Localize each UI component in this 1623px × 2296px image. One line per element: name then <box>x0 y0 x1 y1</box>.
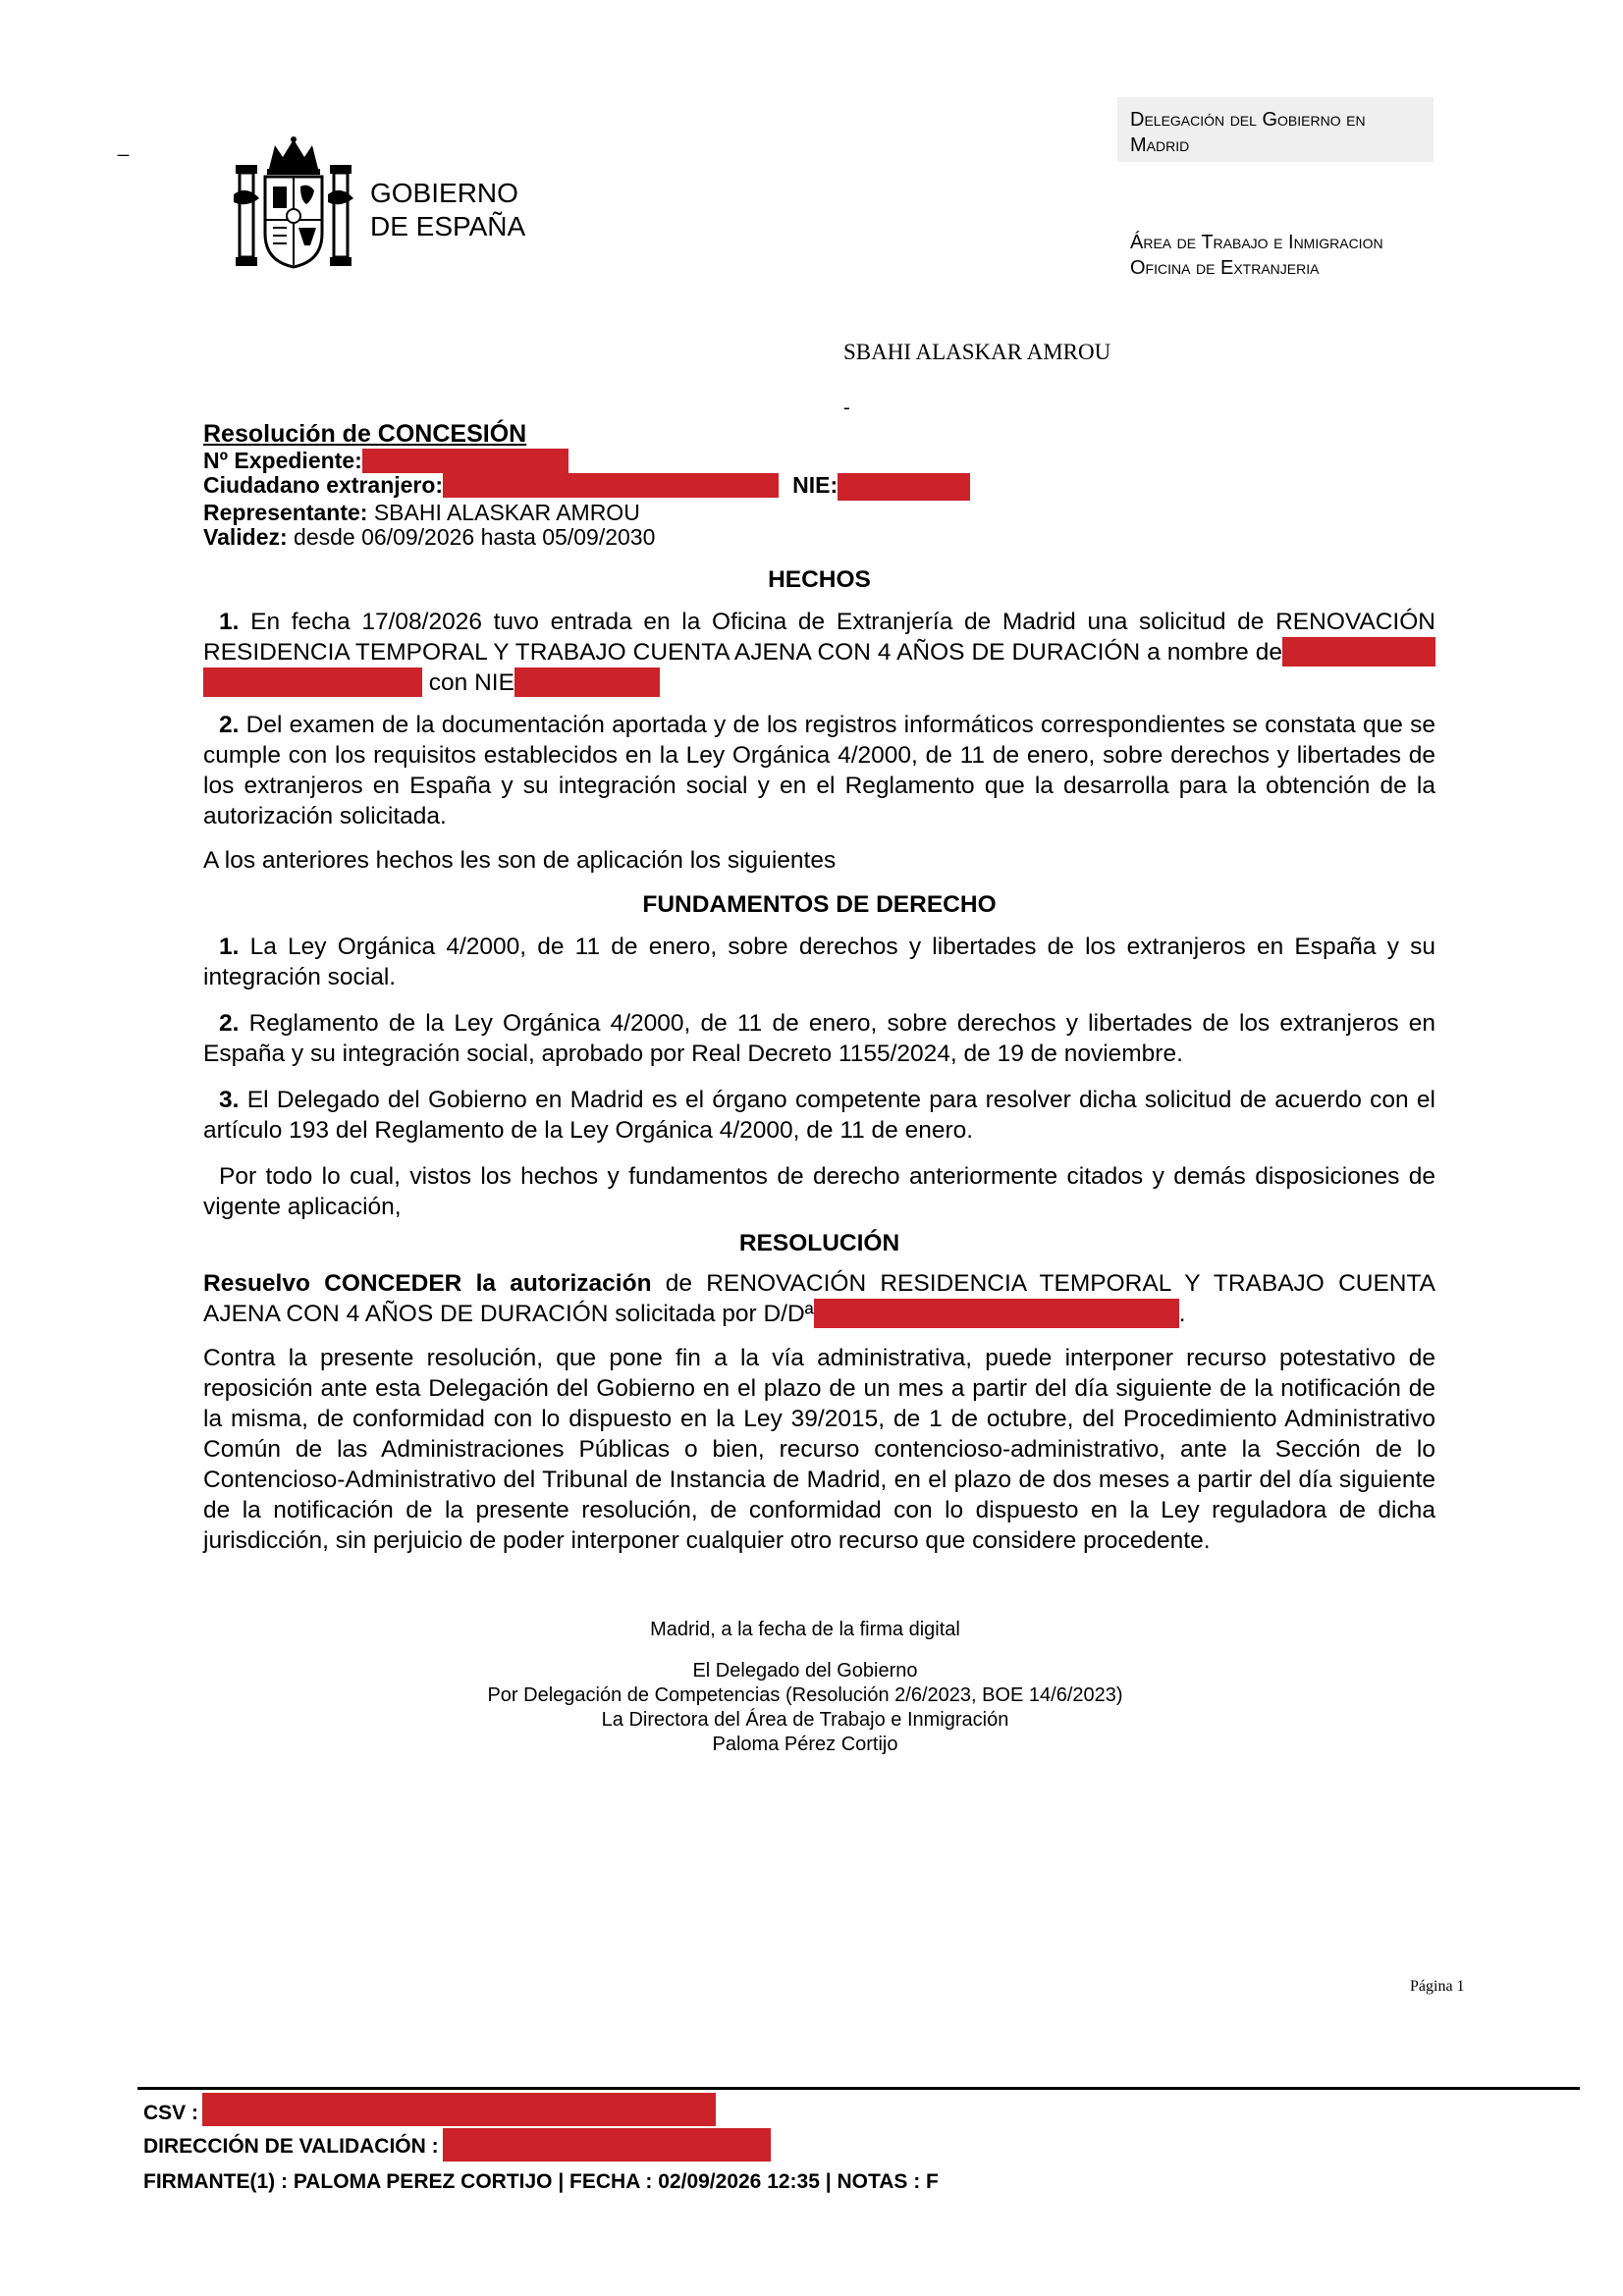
representante-row <box>203 501 970 525</box>
org-name-line1: GOBIERNO <box>370 178 518 208</box>
resolution-title: Resolución de CONCESIÓN <box>203 420 527 448</box>
page-number: Página 1 <box>1410 1978 1465 1995</box>
delegation-line2: Madrid <box>1130 134 1190 156</box>
redacted-nie <box>838 473 970 501</box>
signature-line2: Por Delegación de Competencias (Resolución 2/6/2023, BOE 14/6/2023) <box>487 1684 1123 1706</box>
resolucion-decision-bold: Resuelvo CONCEDER la autorización <box>203 1270 652 1297</box>
firmante-row: FIRMANTE(1) : PALOMA PEREZ CORTIJO | FECHA : 02/09/2026 12:35 | NOTAS : F <box>143 2170 939 2193</box>
csv-label: CSV : <box>143 2102 199 2124</box>
redacted-applicant-nie <box>514 667 660 697</box>
recipient-dash: - <box>843 397 850 418</box>
area-line2: Oficina de Extranjeria <box>1130 257 1320 279</box>
validacion-label: DIRECCIÓN DE VALIDACIÓN : <box>143 2135 439 2158</box>
area-line1: Área de Trabajo e Inmigracion <box>1130 232 1383 253</box>
validez-label: Validez: <box>203 524 288 550</box>
validacion-row <box>143 2132 771 2162</box>
recipient-name: SBAHI ALASKAR AMROU <box>843 340 1111 364</box>
validez-value: desde 06/09/2026 hasta 05/09/2030 <box>287 524 656 550</box>
hechos-item-1-nie: con NIE <box>422 669 514 696</box>
hechos-item-1-text: En fecha 17/08/2026 tuvo entrada en la Oficina de Extranjería de Madrid una solicitud de RENOVACIÓN RESIDENCIA TEMPORAL Y TRABAJO CUENTA AJENA CON 4 AÑOS DE DURACIÓN a nombre de <box>203 609 1435 666</box>
ciudadano-label: Ciudadano extranjero: <box>203 472 444 498</box>
hechos-item-2-number: 2. <box>219 712 240 738</box>
document-body <box>203 564 1435 1556</box>
footer-rule <box>137 2087 1580 2090</box>
org-name-line2: DE ESPAÑA <box>370 211 526 241</box>
fundamento-1-number: 1. <box>219 934 240 960</box>
signature-block <box>412 1659 1198 1757</box>
fundamento-1-text: La Ley Orgánica 4/2000, de 11 de enero, sobre derechos y libertades de los extranjeros en España y su integración social. <box>203 934 1435 990</box>
delegation-line1: Delegación del Gobierno en <box>1130 109 1366 131</box>
signature-line4: Paloma Pérez Cortijo <box>712 1734 898 1755</box>
header-dash: _ <box>118 135 130 157</box>
expediente-label: Nº Expediente: <box>203 448 362 473</box>
hechos-transition: A los anteriores hechos les son de aplicación los siguientes <box>203 847 837 874</box>
redacted-citizen-name <box>443 473 779 498</box>
csv-row <box>143 2099 716 2128</box>
area-office <box>1130 230 1383 281</box>
resolucion-decision <box>203 1268 1435 1329</box>
representante-label: Representante: <box>203 500 368 525</box>
fundamentos-closing: Por todo lo cual, vistos los hechos y fundamentos de derecho anteriormente citados y demás disposiciones de vigente aplicación, <box>203 1163 1435 1220</box>
validez-row <box>203 525 970 550</box>
fundamento-2 <box>203 1008 1435 1069</box>
delegation-box <box>1117 97 1434 162</box>
fundamento-3 <box>203 1085 1435 1146</box>
resolucion-heading: RESOLUCIÓN <box>738 1230 900 1256</box>
redacted-applicant-name <box>1282 637 1435 667</box>
resolucion-decision-end: . <box>1178 1301 1186 1327</box>
redacted-validation-url <box>443 2128 771 2162</box>
hechos-item-1-number: 1. <box>219 609 240 635</box>
ciudadano-row <box>203 473 970 501</box>
resolucion-recurso: Contra la presente resolución, que pone fin a la vía administrativa, puede interponer recurso potestativo de reposición ante esta Delegación del Gobierno en el plazo de un mes a partir del día siguiente de la notificación de la misma, de conformidad con lo dispuesto en la Ley 39/2015, de 1 de octubre, del Procedimiento Administrativo Común de las Administraciones Públicas o bien, recurso contencioso-administrativo, ante la Sección de lo Contencioso-Administrativo del Tribunal de Instancia de Madrid, en el plazo de dos meses a partir del día siguiente de la notificación de la presente resolución, de conformidad con lo dispuesto en la Ley reguladora de dicha jurisdicción, sin perjuicio de poder interponer cualquier otro recurso que considere procedente. <box>203 1345 1435 1554</box>
coat-of-arms-logo <box>232 135 355 271</box>
representante-value: SBAHI ALASKAR AMROU <box>367 500 640 525</box>
fundamentos-heading: FUNDAMENTOS DE DERECHO <box>642 891 997 918</box>
hechos-item-2 <box>203 710 1435 831</box>
redacted-decision-name <box>814 1299 1179 1328</box>
nie-label: NIE: <box>792 472 839 498</box>
fundamento-3-number: 3. <box>219 1087 240 1113</box>
hechos-heading: HECHOS <box>768 566 871 593</box>
signature-line3: La Directora del Área de Trabajo e Inmigración <box>601 1709 1009 1731</box>
signature-line1: El Delegado del Gobierno <box>692 1660 918 1682</box>
fundamento-3-text: El Delegado del Gobierno en Madrid es el órgano competente para resolver dicha solicitud de acuerdo con el artículo 193 del Reglamento de la Ley Orgánica 4/2000, de 11 de enero. <box>203 1087 1435 1144</box>
resolucion-decision-text: de RENOVACIÓN RESIDENCIA TEMPORAL Y TRABAJO CUENTA AJENA CON 4 AÑOS DE DURACIÓN solicitada por D/Dª <box>203 1270 1435 1327</box>
hechos-item-2-text: Del examen de la documentación aportada y de los registros informáticos correspondientes se constata que se cumple con los requisitos establecidos en la Ley Orgánica 4/2000, de 11 de enero, sobre derechos y libertades de los extranjeros en España y su integración social y en el Reglamento que la desarrolla para la obtención de la autorización solicitada. <box>203 712 1435 829</box>
expediente-row <box>203 449 970 473</box>
org-name <box>370 177 525 243</box>
redacted-applicant-name-cont <box>203 667 422 697</box>
fundamento-2-text: Reglamento de la Ley Orgánica 4/2000, de 11 de enero, sobre derechos y libertades de los extranjeros en España y su integración social, aprobado por Real Decreto 1155/2024, de 19 de noviembre. <box>203 1010 1435 1067</box>
fundamento-2-number: 2. <box>219 1010 240 1037</box>
meta-block <box>203 420 970 550</box>
redacted-expediente <box>362 449 568 473</box>
place-date: Madrid, a la fecha de la firma digital <box>650 1619 960 1640</box>
hechos-item-1 <box>203 607 1435 698</box>
fundamento-1 <box>203 932 1435 992</box>
redacted-csv <box>202 2093 716 2126</box>
